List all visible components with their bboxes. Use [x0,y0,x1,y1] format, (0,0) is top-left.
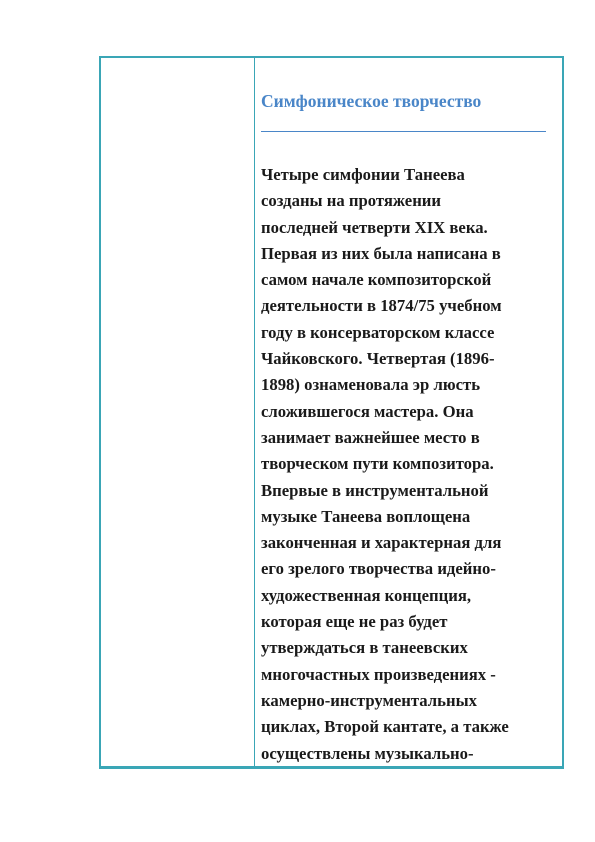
text-line: деятельности в 1874/75 учебном [261,296,502,316]
text-line: занимает важнейшее место в [261,427,480,447]
text-line: осуществлены музыкально- [261,743,474,763]
content-column [261,58,557,767]
text-line: камерно-инструментальных [261,690,477,710]
text-line: многочастных произведениях - [261,664,496,684]
text-line: Первая из них была написана в [261,243,501,263]
text-line: творческом пути композитора. [261,454,494,474]
text-line: музыке Танеева воплощена [261,506,471,526]
text-line: циклах, Второй кантате, а также [261,717,509,737]
text-line: последней четверти XIX века. [261,217,488,237]
text-line: Впервые в инструментальной [261,480,489,500]
text-line: которая еще не раз будет [261,612,448,632]
text-line: году в консерваторском классе [261,322,495,342]
text-line: созданы на протяжении [261,191,442,211]
text-line: утверждаться в танеевских [261,638,468,658]
section-heading: Симфоническое творчество [261,91,482,111]
text-line: законченная и характерная для [261,533,502,553]
body-paragraph [261,162,557,767]
heading-underline [261,131,546,132]
text-line: художественная концепция, [261,585,472,605]
text-line: его зрелого творчества идейно- [261,559,496,579]
text-line: Чайковского. Четвертая (1896- [261,349,495,369]
text-line: Четыре симфонии Танеева [261,165,465,184]
column-divider [254,58,255,766]
text-line: самом начале композиторской [261,270,492,290]
page-frame [99,56,564,769]
text-line: сложившегося мастера. Она [261,401,474,421]
text-line: 1898) ознаменовала эр люсть [261,375,481,395]
